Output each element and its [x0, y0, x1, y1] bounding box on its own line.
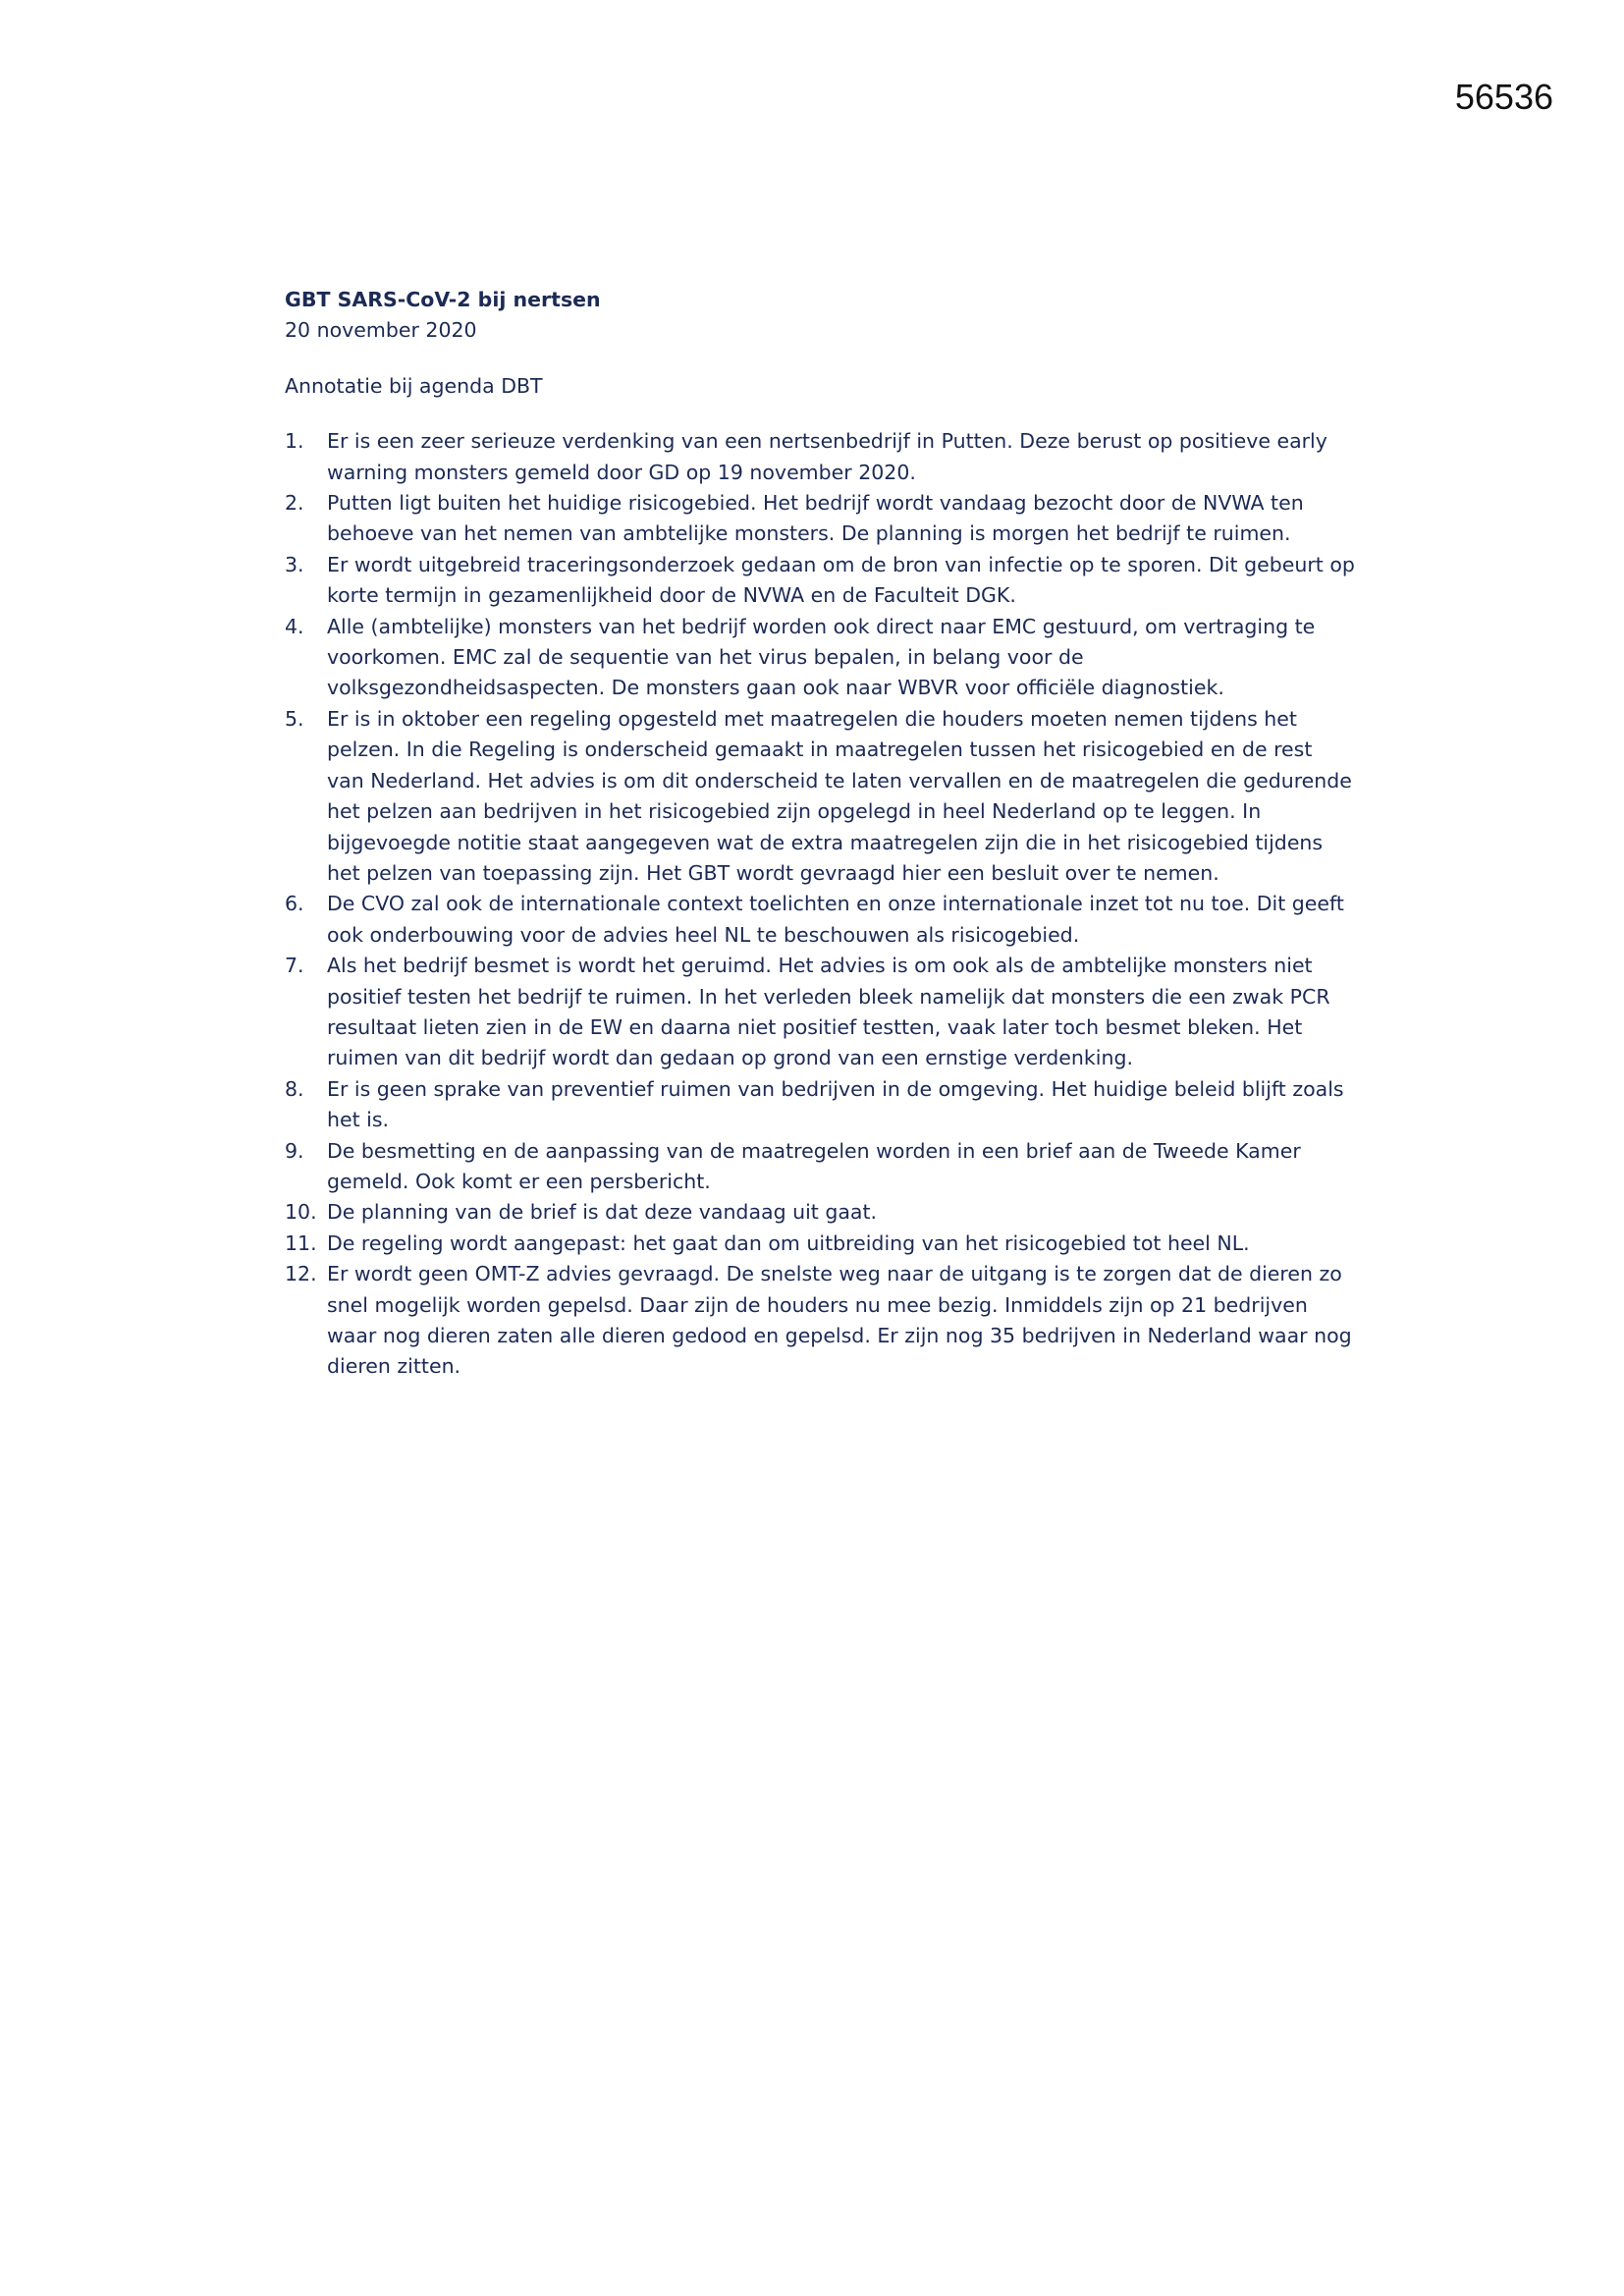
item-number: 12.	[285, 1262, 317, 1286]
item-number: 9.	[285, 1138, 304, 1163]
document-subtitle: Annotatie bij agenda DBT	[285, 373, 543, 398]
item-number: 11.	[285, 1230, 317, 1255]
document-body	[285, 285, 1355, 1383]
item-text: Als het bedrijf besmet is wordt het geruimd. Het advies is om ook als de ambtelijke monsters niet positief testen het bedrijf te ruimen. In het verleden bleek namelijk dat monsters die een zwak PCR resultaat lieten zien in de EW en daarna niet positief testten, vaak later toch besmet bleken. Het ruimen van dit bedrijf wordt dan gedaan op grond van een ernstige verdenking.	[327, 954, 1330, 1070]
page-number: 56536	[1454, 77, 1553, 117]
item-text: Er is geen sprake van preventief ruimen van bedrijven in de omgeving. Het huidige beleid blijft zoals het is.	[327, 1076, 1344, 1132]
item-number: 1.	[285, 429, 304, 454]
item-text: De besmetting en de aanpassing van de maatregelen worden in een brief aan de Tweede Kamer gemeld. Ook komt er een persbericht.	[327, 1138, 1301, 1193]
agenda-item	[285, 488, 1355, 550]
agenda-item	[285, 612, 1355, 704]
item-number: 4.	[285, 614, 304, 638]
item-number: 10.	[285, 1200, 317, 1225]
agenda-item	[285, 951, 1355, 1074]
document-title: GBT SARS-CoV-2 bij nertsen	[285, 288, 601, 311]
agenda-item	[285, 1197, 1355, 1228]
agenda-item	[285, 889, 1355, 951]
item-text: Putten ligt buiten het huidige risicogebied. Het bedrijf wordt vandaag bezocht door de NVWA ten behoeve van het nemen van ambtelijke monsters. De planning is morgen het bedrijf te ruimen.	[327, 491, 1304, 546]
item-number: 7.	[285, 954, 304, 978]
item-number: 8.	[285, 1076, 304, 1101]
item-text: Er wordt geen OMT-Z advies gevraagd. De snelste weg naar de uitgang is te zorgen dat de dieren zo snel mogelijk worden gepelsd. Daar zijn de houders nu mee bezig. Inmiddels zijn op 21 bedrijven waar nog dieren zaten alle dieren gedood en gepelsd. Er zijn nog 35 bedrijven in Nederland waar nog dieren zitten.	[327, 1262, 1352, 1379]
item-text: Alle (ambtelijke) monsters van het bedrijf worden ook direct naar EMC gestuurd, om vertraging te voorkomen. EMC zal de sequentie van het virus bepalen, in belang voor de volksgezondheidsaspecten. De monsters gaan ook naar WBVR voor officiële diagnostiek.	[327, 614, 1316, 700]
agenda-item	[285, 426, 1355, 488]
item-text: Er is een zeer serieuze verdenking van een nertsenbedrijf in Putten. Deze berust op positieve early warning monsters gemeld door GD op 19 november 2020.	[327, 429, 1327, 484]
item-text: Er is in oktober een regeling opgesteld met maatregelen die houders moeten nemen tijdens het pelzen. In die Regeling is onderscheid gemaakt in maatregelen tussen het risicogebied en de rest van Nederland. Het advies is om dit onderscheid te laten vervallen en de maatregelen die gedurende het pelzen aan bedrijven in het risicogebied zijn opgelegd in heel Nederland op te leggen. In bijgevoegde notitie staat aangegeven wat de extra maatregelen zijn die in het risicogebied tijdens het pelzen van toepassing zijn. Het GBT wordt gevraagd hier een besluit over te nemen.	[327, 706, 1352, 885]
agenda-item	[285, 1136, 1355, 1198]
document-date: 20 november 2020	[285, 318, 477, 343]
item-text: Er wordt uitgebreid traceringsonderzoek gedaan om de bron van infectie op te sporen. Dit gebeurt op korte termijn in gezamenlijkheid door de NVWA en de Faculteit DGK.	[327, 552, 1355, 608]
agenda-item	[285, 704, 1355, 889]
item-number: 6.	[285, 892, 304, 916]
item-number: 2.	[285, 491, 304, 516]
agenda-list	[285, 426, 1355, 1383]
item-text: De regeling wordt aangepast: het gaat dan om uitbreiding van het risicogebied tot heel NL.	[327, 1230, 1250, 1255]
agenda-item	[285, 550, 1355, 612]
agenda-item	[285, 1259, 1355, 1383]
item-number: 5.	[285, 706, 304, 731]
agenda-item	[285, 1074, 1355, 1136]
agenda-item	[285, 1229, 1355, 1259]
item-number: 3.	[285, 552, 304, 576]
item-text: De planning van de brief is dat deze vandaag uit gaat.	[327, 1200, 878, 1225]
item-text: De CVO zal ook de internationale context toelichten en onze internationale inzet tot nu toe. Dit geeft ook onderbouwing voor de advies heel NL te beschouwen als risicogebied.	[327, 892, 1344, 947]
